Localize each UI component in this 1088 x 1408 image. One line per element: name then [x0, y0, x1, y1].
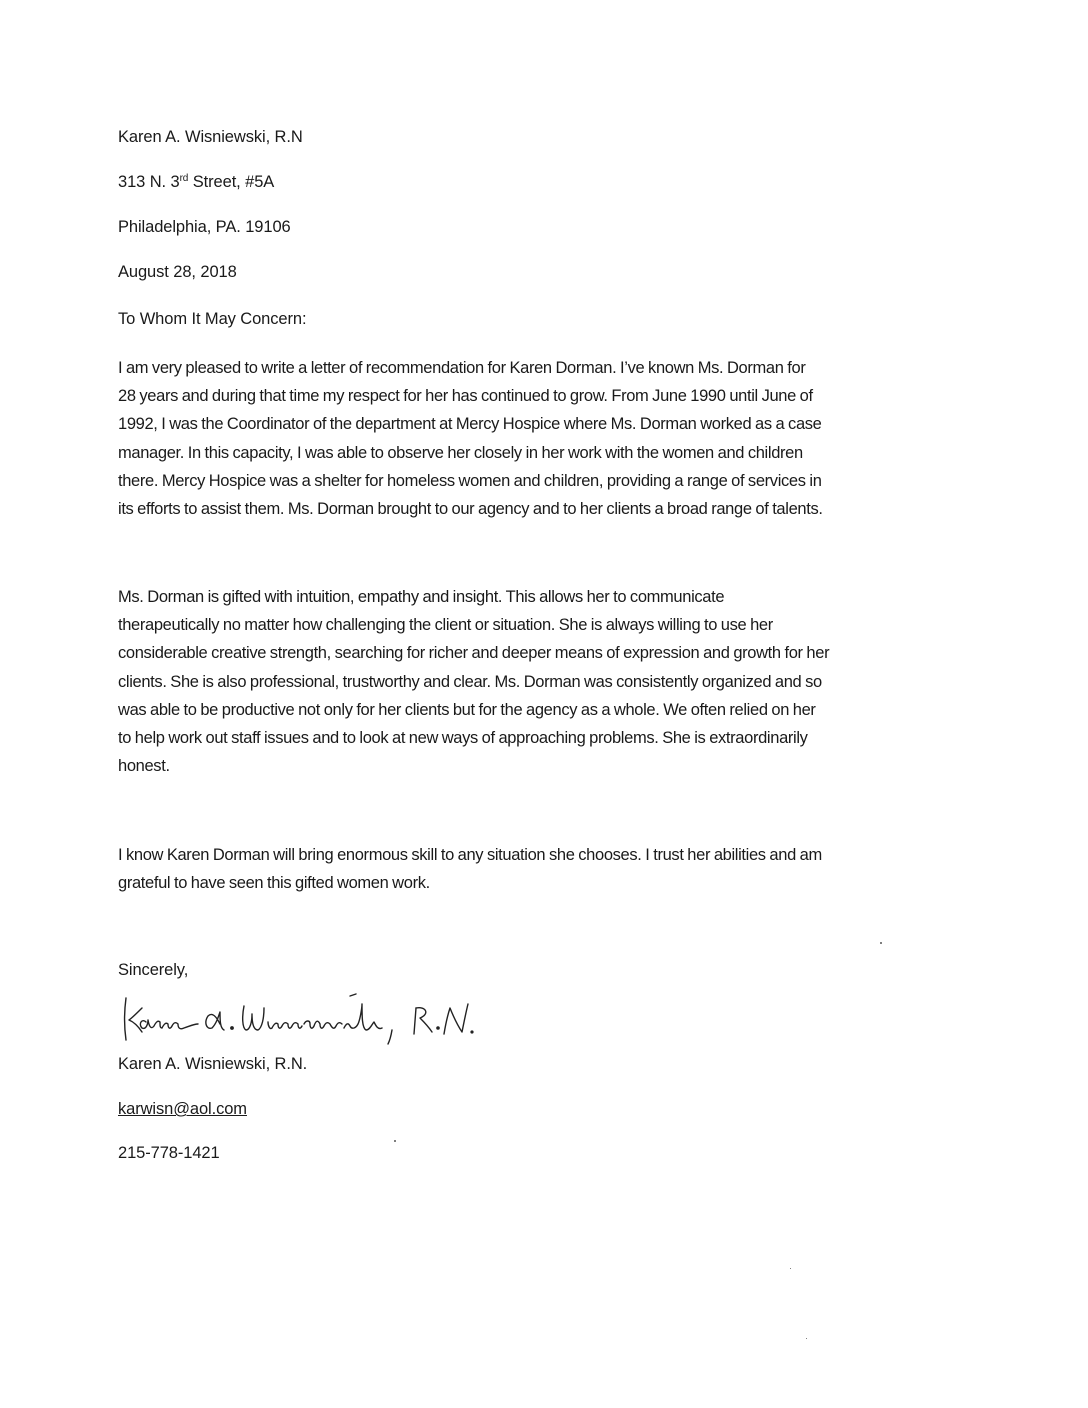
scan-speck: [880, 942, 882, 944]
paragraph-line: its efforts to assist them. Ms. Dorman brought to our agency and to her clients a broad range of talents.: [118, 500, 823, 519]
signer-name: Karen A. Wisniewski, R.N.: [118, 1055, 308, 1073]
body-paragraph-1: [118, 354, 998, 523]
address-street-prefix: 313 N. 3: [118, 173, 180, 191]
paragraph-line: Ms. Dorman is gifted with intuition, empathy and insight. This allows her to communicate: [118, 588, 725, 606]
paragraph-line: grateful to have seen this gifted women work.: [118, 874, 430, 893]
address-street-suffix: Street, #5A: [188, 173, 275, 191]
paragraph-line: I know Karen Dorman will bring enormous skill to any situation she chooses. I trust her abilities and am: [118, 846, 822, 864]
paragraph-line: 28 years and during that time my respect for her has continued to grow. From June 1990 until June of: [118, 387, 813, 406]
paragraph-line: was able to be productive not only for her clients but for the agency as a whole. We often relied on her: [118, 700, 816, 719]
address-street-ordinal: rd: [179, 173, 189, 184]
paragraph-line: considerable creative strength, searching for richer and deeper means of expression and growth for her: [118, 644, 830, 663]
sender-address-street: [118, 172, 274, 192]
handwritten-signature: [120, 988, 560, 1048]
scan-speck: [394, 1140, 396, 1142]
paragraph-line: 1992, I was the Coordinator of the department at Mercy Hospice where Ms. Dorman worked as a case: [118, 415, 822, 434]
sender-address-city: Philadelphia, PA. 19106: [118, 218, 291, 236]
paragraph-line: there. Mercy Hospice was a shelter for homeless women and children, providing a range of services in: [118, 471, 822, 490]
paragraph-line: to help work out staff issues and to look at new ways of approaching problems. She is extraordinarily: [118, 729, 808, 748]
paragraph-line: therapeutically no matter how challenging the client or situation. She is always willing to use her: [118, 616, 773, 635]
email-link[interactable]: karwisn@aol.com: [118, 1100, 247, 1118]
scan-speck: [806, 1338, 807, 1339]
paragraph-line: clients. She is also professional, trustworthy and clear. Ms. Dorman was consistently organized and so: [118, 672, 822, 691]
scan-speck: [790, 1268, 791, 1269]
body-paragraph-3: [118, 841, 998, 897]
closing: Sincerely,: [118, 961, 189, 979]
sender-name: Karen A. Wisniewski, R.N: [118, 128, 303, 146]
salutation: To Whom It May Concern:: [118, 310, 307, 328]
letter-date: August 28, 2018: [118, 263, 237, 281]
body-paragraph-2: [118, 583, 998, 780]
phone-number: 215-778-1421: [118, 1144, 220, 1162]
paragraph-line: manager. In this capacity, I was able to observe her closely in her work with the women and children: [118, 443, 803, 462]
paragraph-line: honest.: [118, 757, 170, 776]
paragraph-line: I am very pleased to write a letter of recommendation for Karen Dorman. I’ve known Ms. Dorman for: [118, 359, 806, 377]
